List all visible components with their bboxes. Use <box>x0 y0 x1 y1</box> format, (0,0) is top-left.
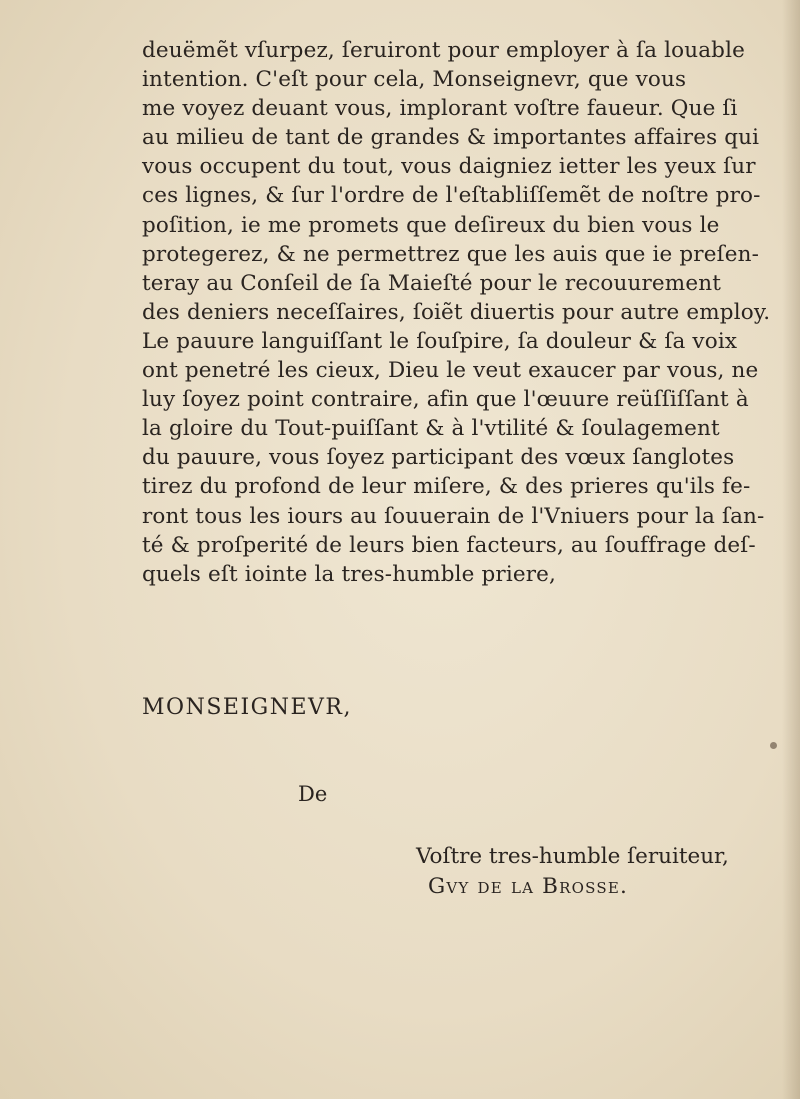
ink-blot-ornament <box>770 742 777 749</box>
text-line: poſition, ie me promets que deſireux du bien vous le <box>142 212 720 238</box>
text-line: des deniers neceſſaires, ſoiẽt diuertis pour autre employ. <box>142 299 771 325</box>
text-line: té & proſperité de leurs bien facteurs, au ſouffrage deſ- <box>142 532 756 558</box>
text-line: teray au Conſeil de ſa Maieſté pour le recouurement <box>142 270 721 296</box>
text-line: me voyez deuant vous, implorant voſtre faueur. Que ſi <box>142 96 738 122</box>
text-line: ront tous les iours au ſouuerain de l'Vniuers pour la ſan- <box>142 503 765 529</box>
text-line: la gloire du Tout-puiſſant & à l'vtilité & ſoulagement <box>142 416 720 442</box>
text-line: luy ſoyez point contraire, afin que l'œuure reüſſiſſant à <box>142 387 749 413</box>
text-line: deuëmẽt vſurpez, ſeruiront pour employer à ſa louable <box>142 38 745 63</box>
text-line: ont penetré les cieux, Dieu le veut exaucer par vous, ne <box>142 358 759 384</box>
salutation-closing: MONSEIGNEVR, <box>142 695 352 720</box>
text-line: tirez du profond de leur miſere, & des prieres qu'ils fe- <box>142 474 751 500</box>
text-line: quels eſt iointe la tres-humble priere, <box>142 561 557 587</box>
text-line: intention. C'eſt pour cela, Monseignevr, que vous <box>142 67 687 93</box>
text-line: au milieu de tant de grandes & importantes affaires qui <box>142 125 760 151</box>
author-signature: Gvy de la Brosse. <box>428 874 629 899</box>
text-line: du pauure, vous ſoyez participant des vœux ſanglotes <box>142 445 735 471</box>
text-line: protegerez, & ne permettrez que les auis que ie preſen- <box>142 241 759 267</box>
from-label: De <box>298 782 328 806</box>
text-line: Le pauure languiſſant le ſouſpire, ſa douleur & ſa voix <box>142 328 738 354</box>
page-edge-shadow <box>782 0 800 1099</box>
text-line: vous occupent du tout, vous daigniez ietter les yeux ſur <box>142 154 756 180</box>
servant-phrase: Voſtre tres-humble ſeruiteur, <box>416 844 729 869</box>
body-text <box>142 36 772 589</box>
text-line: ces lignes, & ſur l'ordre de l'eſtabliſſemẽt de noſtre pro- <box>142 183 761 209</box>
